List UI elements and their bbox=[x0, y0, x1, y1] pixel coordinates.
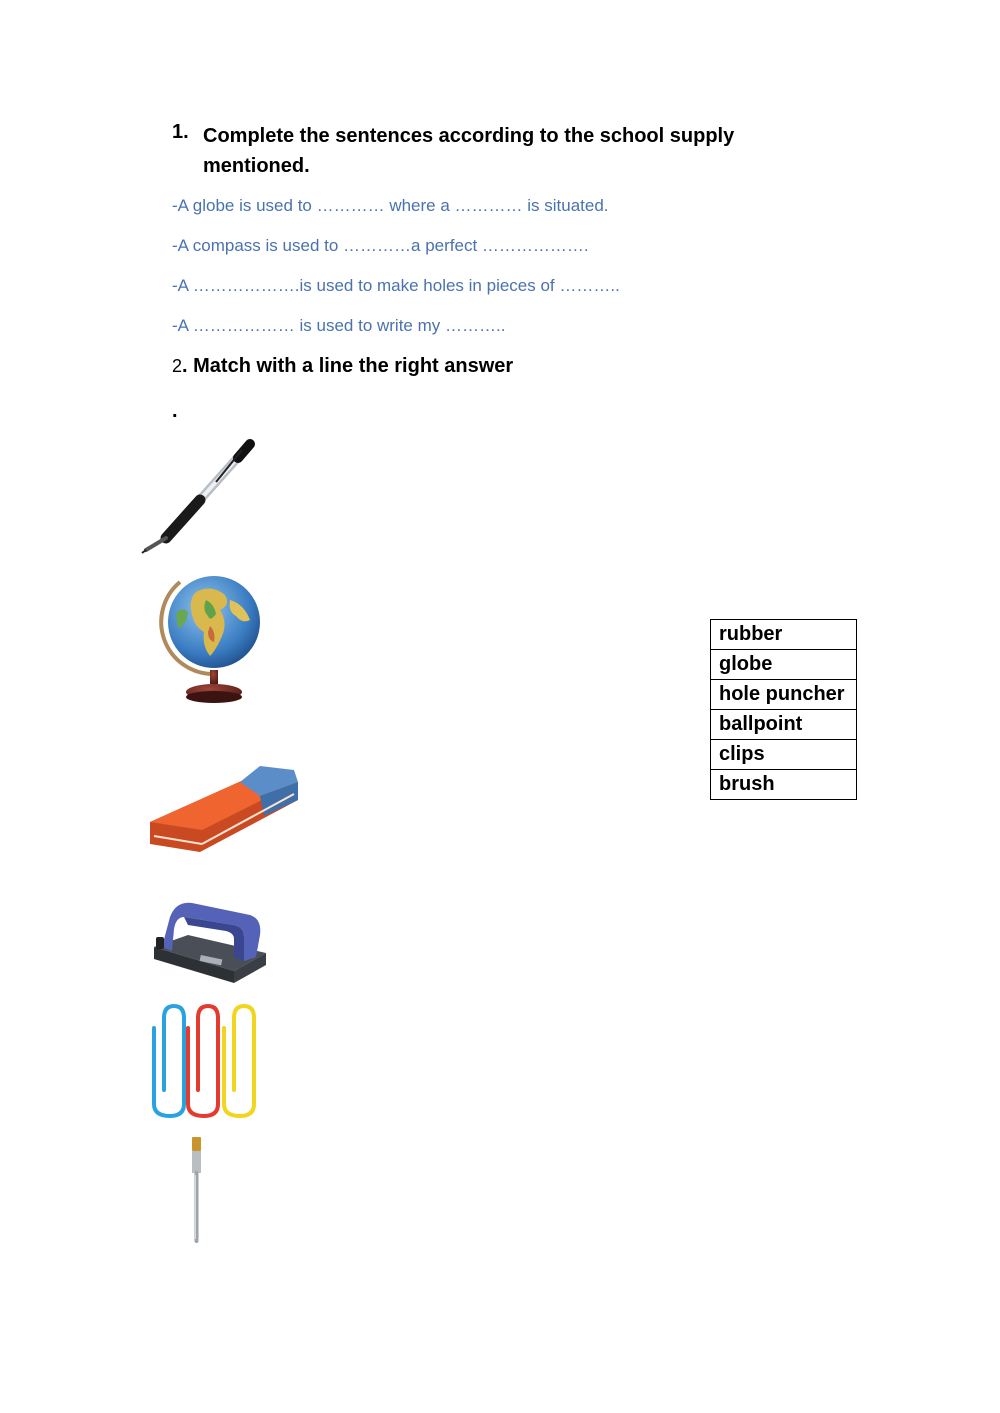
paint-brush-image bbox=[186, 1135, 208, 1245]
word-ballpoint: ballpoint bbox=[711, 710, 857, 740]
pen-image bbox=[138, 440, 258, 555]
question-1-number: 1. bbox=[172, 121, 189, 143]
word-clips: clips bbox=[711, 740, 857, 770]
sentence-pen: -A ……………… is used to write my ……….. bbox=[172, 316, 506, 335]
word-box bbox=[710, 619, 857, 800]
question-2-number: 2 bbox=[172, 356, 183, 376]
sentence-hole-puncher: -A ……………….is used to make holes in pieces of ……….. bbox=[172, 276, 620, 295]
sentence-compass: -A compass is used to …………a perfect ………………. bbox=[172, 236, 589, 255]
question-2-text: . Match with a line the right answer bbox=[182, 355, 514, 377]
question-1-text: Complete the sentences according to the school supply mentioned. bbox=[203, 125, 735, 177]
word-rubber: rubber bbox=[711, 620, 857, 650]
paper-clips-image bbox=[148, 1000, 258, 1122]
word-globe: globe bbox=[711, 650, 857, 680]
hole-puncher-image bbox=[150, 895, 272, 990]
globe-image bbox=[158, 570, 268, 705]
sentence-globe: -A globe is used to ………… where a ………… is situated. bbox=[172, 196, 609, 215]
word-brush: brush bbox=[711, 770, 857, 800]
stray-mark: . bbox=[172, 400, 178, 422]
eraser-image bbox=[148, 760, 300, 860]
word-hole-puncher: hole puncher bbox=[711, 680, 857, 710]
question-2-heading bbox=[172, 355, 513, 378]
